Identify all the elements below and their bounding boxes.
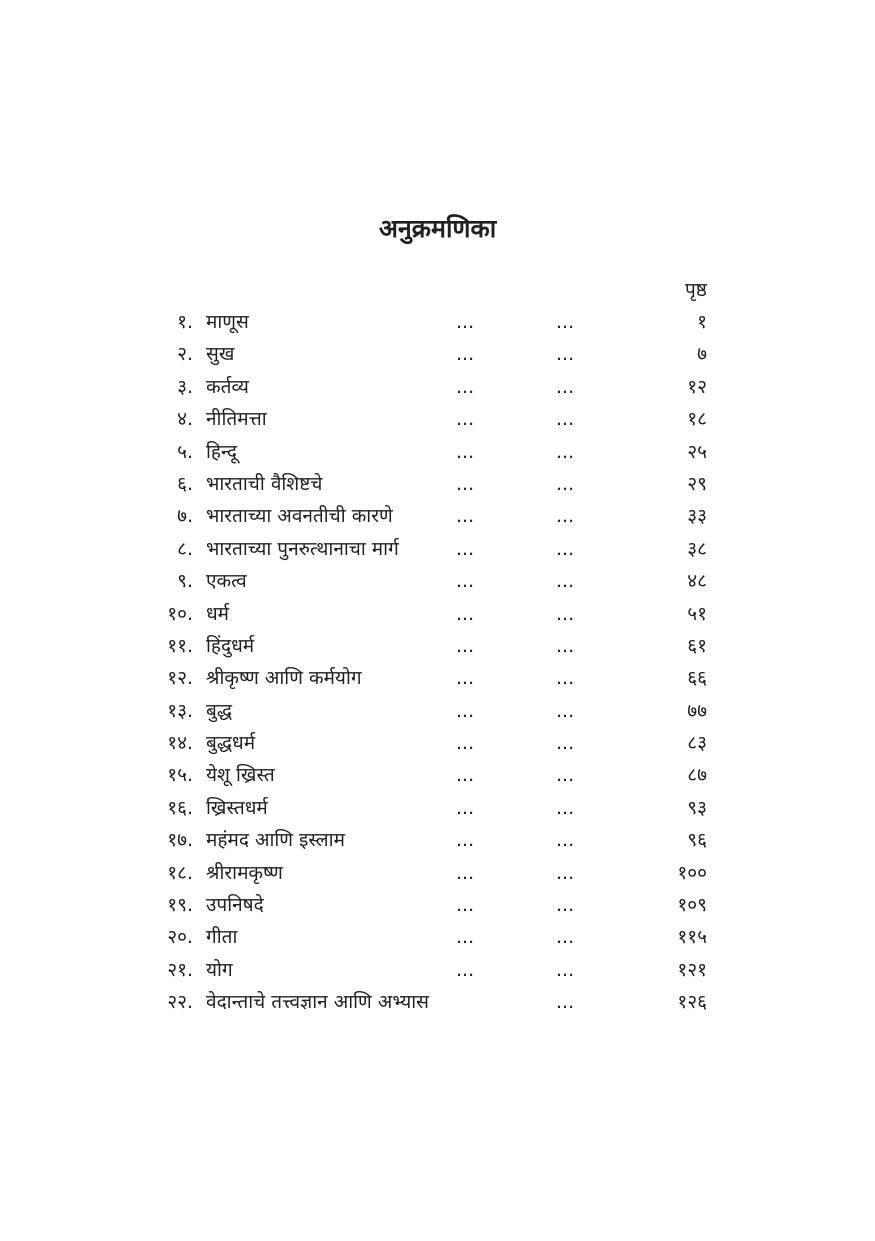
- toc-entry: [0, 403, 875, 435]
- toc-entry-title: वेदान्ताचे तत्त्वज्ञान आणि अभ्यास: [206, 991, 430, 1014]
- toc-entry: [0, 889, 875, 921]
- toc-entry-title: येशू ख्रिस्त: [206, 764, 275, 787]
- toc-leader-dots: ...: [556, 440, 575, 463]
- page-title: अनुक्रमणिका: [378, 214, 497, 243]
- toc-entry-title: एकत्व: [206, 570, 247, 593]
- toc-entry-page-number: १२१: [677, 958, 707, 981]
- toc-entry-title: नीतिमत्ता: [206, 408, 267, 431]
- toc-entry-number: १८.: [167, 861, 193, 884]
- toc-entry-number: २.: [177, 343, 193, 366]
- toc-entry-number: १६.: [167, 796, 193, 819]
- toc-leader-dots: ...: [456, 375, 475, 398]
- toc-leader-dots: ...: [456, 699, 475, 722]
- toc-leader-dots: ...: [556, 408, 575, 431]
- toc-entry-title: श्रीरामकृष्ण: [206, 861, 283, 884]
- toc-leader-dots: ...: [456, 311, 475, 333]
- toc-entry: [0, 727, 875, 759]
- toc-leader-dots: ...: [456, 667, 475, 690]
- toc-entry-page-number: ७: [697, 343, 707, 366]
- toc-leader-dots: ...: [556, 472, 575, 495]
- toc-entry-number: ५.: [177, 440, 193, 463]
- toc-entry-number: १९.: [167, 894, 193, 917]
- toc-entry-title: बुद्ध: [206, 699, 233, 722]
- toc-entry: [0, 500, 875, 532]
- toc-entry-number: १२.: [167, 667, 193, 690]
- toc-entry: [0, 695, 875, 727]
- toc-leader-dots: ...: [456, 861, 475, 884]
- toc-entry-title: हिन्दू: [206, 440, 237, 463]
- toc-entry: [0, 338, 875, 370]
- toc-entry-page-number: ६६: [687, 667, 707, 690]
- page-column-header: पृष्ठ: [685, 279, 707, 301]
- toc-leader-dots: ...: [556, 894, 575, 917]
- toc-leader-dots: ...: [456, 440, 475, 463]
- toc-entry-title: माणूस: [206, 311, 249, 333]
- toc-entry-title: योग: [206, 958, 233, 981]
- toc-entry-number: ३.: [177, 375, 193, 398]
- table-of-contents: [0, 306, 875, 1019]
- toc-entry-number: १४.: [167, 732, 193, 755]
- toc-entry-title: हिंदुधर्म: [206, 634, 255, 657]
- toc-leader-dots: ...: [556, 570, 575, 593]
- toc-entry-number: २२.: [167, 991, 193, 1014]
- toc-entry-title: महंमद आणि इस्लाम: [206, 829, 345, 852]
- toc-leader-dots: ...: [556, 375, 575, 398]
- toc-leader-dots: ...: [456, 796, 475, 819]
- toc-entry-number: ६.: [177, 472, 193, 495]
- toc-entry-page-number: ८७: [687, 764, 707, 787]
- toc-entry: [0, 662, 875, 694]
- toc-entry: [0, 306, 875, 338]
- toc-entry-page-number: १२६: [677, 991, 707, 1014]
- toc-leader-dots: ...: [456, 408, 475, 431]
- toc-leader-dots: ...: [456, 634, 475, 657]
- toc-leader-dots: ...: [556, 829, 575, 852]
- toc-entry-title: बुद्धधर्म: [206, 732, 256, 755]
- toc-entry: [0, 792, 875, 824]
- toc-entry-page-number: ७७: [687, 699, 707, 722]
- toc-entry-page-number: १००: [677, 861, 707, 884]
- toc-entry: [0, 986, 875, 1018]
- toc-entry-number: १५.: [167, 764, 193, 787]
- toc-entry-page-number: ३३: [687, 505, 707, 528]
- toc-leader-dots: ...: [556, 926, 575, 949]
- toc-entry: [0, 857, 875, 889]
- toc-entry-number: ४.: [177, 408, 193, 431]
- toc-entry-number: १३.: [167, 699, 193, 722]
- toc-entry-page-number: १८: [687, 408, 707, 431]
- toc-leader-dots: ...: [556, 537, 575, 560]
- toc-entry-page-number: २५: [687, 440, 707, 463]
- toc-entry-page-number: ४८: [687, 570, 707, 593]
- toc-entry-page-number: १०९: [677, 894, 707, 917]
- toc-leader-dots: ...: [456, 764, 475, 787]
- toc-entry-number: ७.: [177, 505, 193, 528]
- toc-entry-page-number: ९६: [687, 829, 707, 852]
- toc-leader-dots: ...: [556, 764, 575, 787]
- toc-entry-number: २०.: [167, 926, 193, 949]
- toc-entry-title: ख्रिस्तधर्म: [206, 796, 268, 819]
- toc-leader-dots: ...: [456, 732, 475, 755]
- toc-entry-title: धर्म: [206, 602, 230, 625]
- toc-entry-page-number: १: [697, 311, 707, 333]
- toc-leader-dots: ...: [556, 958, 575, 981]
- toc-entry-page-number: १२: [687, 375, 707, 398]
- toc-leader-dots: ...: [556, 991, 575, 1014]
- toc-leader-dots: ...: [556, 602, 575, 625]
- toc-entry-page-number: २९: [687, 472, 707, 495]
- toc-entry: [0, 565, 875, 597]
- toc-leader-dots: ...: [556, 311, 575, 333]
- toc-entry-title: भारताच्या अवनतीची कारणे: [206, 505, 393, 528]
- toc-entry-page-number: ९३: [687, 796, 707, 819]
- toc-leader-dots: ...: [456, 570, 475, 593]
- toc-leader-dots: ...: [556, 699, 575, 722]
- toc-leader-dots: ...: [456, 602, 475, 625]
- toc-entry: [0, 954, 875, 986]
- toc-entry-number: १७.: [167, 829, 193, 852]
- toc-entry: [0, 824, 875, 856]
- toc-leader-dots: ...: [556, 634, 575, 657]
- toc-leader-dots: ...: [556, 796, 575, 819]
- toc-entry-title: भारताची वैशिष्टचे: [206, 472, 323, 495]
- toc-entry: [0, 468, 875, 500]
- toc-entry-page-number: ६१: [687, 634, 707, 657]
- toc-entry-title: गीता: [206, 926, 238, 949]
- toc-entry-number: १०.: [167, 602, 193, 625]
- toc-entry-page-number: ३८: [687, 537, 707, 560]
- toc-leader-dots: ...: [456, 829, 475, 852]
- toc-entry-number: १.: [177, 311, 193, 333]
- toc-entry: [0, 598, 875, 630]
- toc-entry-title: उपनिषदे: [206, 894, 264, 917]
- toc-leader-dots: ...: [556, 861, 575, 884]
- toc-entry: [0, 436, 875, 468]
- toc-leader-dots: ...: [456, 958, 475, 981]
- toc-entry: [0, 533, 875, 565]
- toc-leader-dots: ...: [456, 343, 475, 366]
- toc-entry-page-number: ५१: [687, 602, 707, 625]
- toc-entry-number: ११.: [167, 634, 193, 657]
- toc-leader-dots: ...: [456, 537, 475, 560]
- toc-entry-title: सुख: [206, 343, 235, 366]
- toc-entry-number: ९.: [177, 570, 193, 593]
- toc-entry-page-number: ८३: [687, 732, 707, 755]
- toc-entry-number: २१.: [167, 958, 193, 981]
- toc-leader-dots: ...: [556, 732, 575, 755]
- toc-leader-dots: ...: [556, 667, 575, 690]
- toc-entry-title: भारताच्या पुनरुत्थानाचा मार्ग: [206, 537, 399, 560]
- toc-entry: [0, 759, 875, 791]
- toc-entry-title: श्रीकृष्ण आणि कर्मयोग: [206, 667, 362, 690]
- toc-entry-page-number: ११५: [677, 926, 707, 949]
- toc-entry: [0, 921, 875, 953]
- toc-entry: [0, 630, 875, 662]
- toc-leader-dots: ...: [456, 926, 475, 949]
- toc-entry-number: ८.: [177, 537, 193, 560]
- toc-leader-dots: ...: [556, 505, 575, 528]
- toc-entry: [0, 371, 875, 403]
- toc-leader-dots: ...: [556, 343, 575, 366]
- toc-leader-dots: ...: [456, 505, 475, 528]
- toc-entry-title: कर्तव्य: [206, 375, 249, 398]
- toc-leader-dots: ...: [456, 894, 475, 917]
- toc-leader-dots: ...: [456, 472, 475, 495]
